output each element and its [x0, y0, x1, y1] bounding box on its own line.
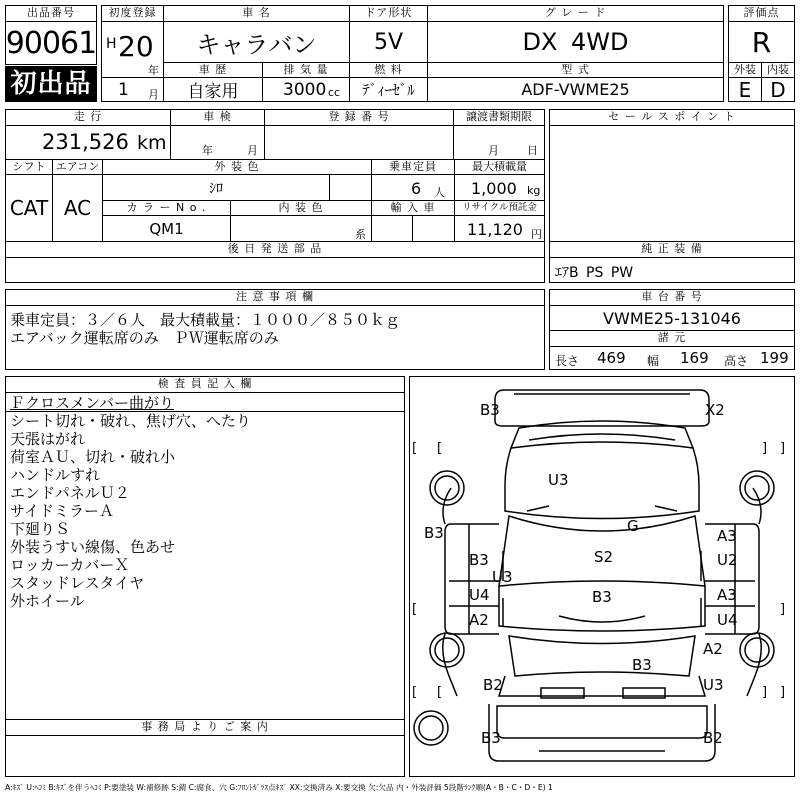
caution-label: 注 意 事 項 欄 — [5, 289, 545, 306]
bracket: [ — [412, 685, 418, 700]
bracket: ] — [780, 685, 786, 700]
bracket: ] — [762, 685, 768, 700]
damage-mark: U4 — [717, 611, 738, 629]
damage-mark: U3 — [703, 676, 724, 694]
sales-point-label: セ ー ル ス ポ イ ン ト — [549, 109, 795, 126]
rating-label: 評価点 — [728, 5, 795, 22]
office-label: 事 務 局 よ り ご 案 内 — [5, 719, 405, 736]
import-car-cell-b — [412, 215, 455, 242]
damage-mark: B3 — [632, 656, 652, 674]
bracket: ] — [780, 602, 786, 617]
damage-mark: B3 — [469, 551, 489, 569]
transfer-month-unit: 月 — [488, 144, 499, 157]
spec-height-label: 高さ — [724, 354, 749, 368]
inspector-line: シート切れ・破れ、焦げ穴、へたり — [10, 412, 251, 430]
lot-number: 90061 — [5, 25, 97, 61]
inspector-line: 下廻りＳ — [10, 520, 71, 538]
door-type: 5V — [373, 29, 404, 55]
damage-mark: U4 — [469, 586, 490, 604]
max-load-unit: kg — [527, 184, 541, 197]
inspector-label: 検 査 員 記 入 欄 — [5, 376, 405, 393]
first-reg-label: 初度登録 — [101, 5, 164, 22]
aircon-label: エアコン — [52, 159, 103, 175]
inspector-line: 外装うすい線傷、色あせ — [10, 538, 176, 556]
inspector-line: スタッドレスタイヤ — [10, 574, 145, 592]
later-parts-label: 後 日 発 送 部 品 — [5, 241, 545, 258]
inspector-notes — [10, 394, 400, 610]
damage-mark: A2 — [703, 640, 723, 658]
damage-mark: B3 — [481, 729, 501, 747]
max-load-label: 最大積載量 — [454, 159, 545, 175]
specs-label: 諸 元 — [549, 330, 795, 347]
inspector-line: Ｆクロスメンバー曲がり — [10, 394, 174, 412]
registration-cell — [264, 125, 454, 160]
damage-mark: G — [627, 517, 639, 535]
first-reg-month-unit: 月 — [148, 88, 159, 101]
damage-mark: A3 — [717, 586, 737, 604]
mileage-unit: km — [137, 132, 167, 154]
chassis-number: VWME25-131046 — [603, 308, 741, 328]
spec-width: 169 — [680, 349, 709, 367]
color-no-label: カ ラ ー N o . — [102, 200, 231, 216]
damage-mark: B3 — [592, 588, 612, 606]
interior-color-cell — [230, 215, 372, 242]
capacity-unit: 人 — [434, 186, 445, 199]
spare-wheel-icon — [419, 716, 443, 740]
spec-height: 199 — [760, 349, 789, 367]
recycle-label: リサイクル預託金 — [454, 200, 545, 216]
history-value: 自家用 — [187, 82, 239, 102]
damage-mark: U3 — [492, 568, 513, 586]
inspector-line: 外ホイール — [10, 592, 85, 610]
equipment-value: ｴｱB PS PW — [555, 265, 634, 281]
damage-mark: S2 — [594, 548, 614, 566]
bracket: ] — [762, 441, 768, 456]
displacement-value: 3000 — [283, 80, 327, 100]
inspector-underline — [5, 411, 405, 412]
inspection-month-unit: 月 — [247, 144, 258, 157]
wheel-icon — [745, 638, 769, 662]
mileage-value: 231,526 — [42, 130, 129, 154]
car-name: キャラバン — [196, 30, 317, 59]
sales-point-box — [549, 125, 795, 242]
fuel-label: 燃 料 — [349, 62, 428, 78]
aircon-value: AC — [63, 196, 92, 220]
office-box — [5, 735, 405, 777]
caution-line-1: 乗車定員：３／６人 最大積載量：１０００／８５０ｋｇ — [10, 311, 401, 329]
ext-rating-label: 外装 — [728, 62, 762, 78]
later-parts-box — [5, 257, 545, 283]
shift-value: CAT — [9, 196, 49, 220]
damage-mark: U3 — [548, 471, 569, 489]
bracket: [ — [437, 441, 443, 456]
damage-mark: B3 — [424, 524, 444, 542]
inspection-label: 車 検 — [170, 109, 265, 126]
bracket: [ — [437, 685, 443, 700]
damage-mark: B2 — [483, 676, 503, 694]
spec-length: 469 — [597, 349, 626, 367]
grade-label: グ レ ー ド — [427, 5, 724, 22]
equipment-label: 純 正 装 備 — [549, 241, 795, 258]
lot-label: 出品番号 — [5, 5, 97, 22]
mileage-label: 走 行 — [5, 109, 171, 126]
recycle-value: 11,120 — [467, 220, 523, 239]
exterior-color-label: 外 装 色 — [102, 159, 372, 175]
inspector-line: 天張はがれ — [10, 430, 86, 448]
grade-value: DX 4WD — [522, 28, 629, 56]
ext-rating: E — [738, 77, 752, 102]
bracket: [ — [412, 602, 418, 617]
damage-mark: A3 — [717, 527, 737, 545]
displacement-label: 排 気 量 — [262, 62, 350, 78]
damage-mark: U2 — [717, 551, 738, 569]
legend-text: A:ｷｽﾞ U:ﾍｺﾐ B:ｷｽﾞを伴うﾍｺﾐ P:要塗装 W:補修跡 S:錆 C:腐食、穴 G:ﾌﾛﾝﾄｶﾞﾗｽ点ｷｽﾞ XX:交換済み X:要交換 欠:欠品 内・外装評価 5段階ﾗﾝｸ順(A・B・C・D・E) 1 — [5, 783, 553, 792]
inspection-year-unit: 年 — [202, 144, 213, 157]
first-reg-era: H — [106, 36, 117, 52]
model-label: 型 式 — [427, 62, 724, 78]
interior-color-unit: 系 — [355, 228, 366, 241]
van-outline-diagram — [409, 376, 795, 777]
first-reg-year-unit: 年 — [148, 64, 159, 77]
shift-label: シフト — [5, 159, 53, 175]
chassis-label: 車 台 番 号 — [549, 289, 795, 306]
model-value: ADF-VWME25 — [521, 80, 630, 99]
specs-box — [549, 346, 795, 370]
import-car-label: 輸 入 車 — [371, 200, 455, 216]
spec-width-label: 幅 — [647, 354, 660, 368]
transfer-label: 譲渡書類期限 — [453, 109, 545, 126]
first-listing-badge: 初出品 — [5, 66, 97, 102]
damage-mark: B3 — [480, 401, 500, 419]
recycle-unit: 円 — [531, 228, 542, 241]
interior-color-label: 内 装 色 — [230, 200, 372, 216]
bracket: ] — [780, 441, 786, 456]
wheel-icon — [435, 638, 459, 662]
inspector-line: ロッカーカバーＸ — [10, 556, 130, 574]
color-no-value: QM1 — [149, 219, 184, 238]
int-rating-label: 内装 — [761, 62, 795, 78]
damage-mark: B2 — [703, 729, 723, 747]
rating-score: R — [751, 25, 772, 59]
caution-line-2: エアバック運転席のみ ＰＷ運転席のみ — [10, 329, 279, 347]
first-reg-month: 1 — [118, 80, 129, 100]
damage-mark: X2 — [705, 401, 725, 419]
exterior-color-value: ｼﾛ — [209, 180, 223, 197]
inspector-line: ハンドルすれ — [10, 466, 101, 484]
history-label: 車 歴 — [163, 62, 263, 78]
displacement-unit: cc — [328, 86, 341, 99]
first-reg-year: 20 — [118, 30, 154, 63]
damage-mark: A2 — [469, 611, 489, 629]
spec-length-label: 長さ — [555, 354, 580, 368]
transfer-day-unit: 日 — [527, 144, 538, 157]
registration-label: 登 録 番 号 — [264, 109, 454, 126]
import-car-cell-a — [371, 215, 413, 242]
bracket: [ — [412, 441, 418, 456]
door-label: ドア形状 — [349, 5, 428, 22]
exterior-color-extra-cell — [329, 174, 372, 201]
max-load-value: 1,000 — [471, 179, 517, 198]
int-rating: D — [770, 77, 786, 102]
fuel-value: ﾃﾞｨｰｾﾞﾙ — [362, 81, 415, 99]
inspector-line: サイドミラーＡ — [10, 502, 114, 520]
inspector-line: エンドパネルＵ２ — [10, 484, 130, 502]
car-name-label: 車 名 — [163, 5, 350, 22]
inspector-line: 荷室ＡＵ、切れ・破れ小 — [10, 448, 176, 466]
capacity-label: 乗車定員 — [371, 159, 455, 175]
capacity-value: 6 — [411, 179, 422, 198]
